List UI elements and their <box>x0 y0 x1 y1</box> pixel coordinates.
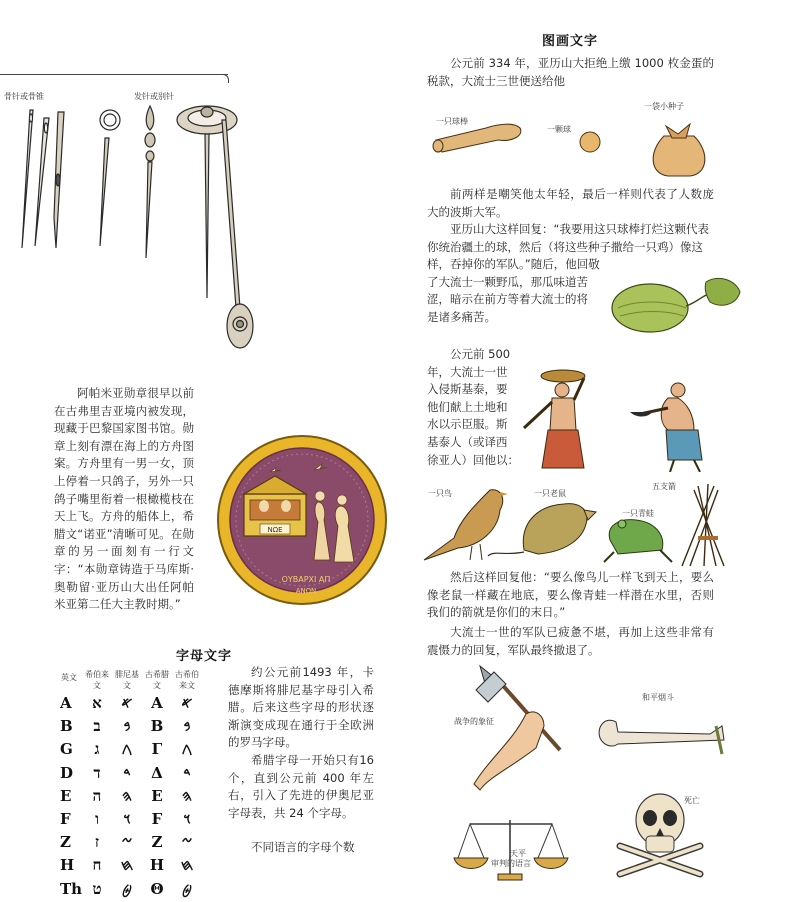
alphabet-cell: 𐤃 <box>123 763 131 782</box>
alphabet-cell: 𐤇 <box>120 856 134 875</box>
alphabet-cell: 𐤃 <box>183 763 191 782</box>
alphabet-cell: B <box>60 717 73 736</box>
label-club: 一只球棒 <box>436 117 468 126</box>
alphabet-cell: Α <box>151 694 163 712</box>
alphabet-cell: 𐤁 <box>183 717 191 736</box>
label-frog: 一只青蛙 <box>622 509 654 518</box>
col-header-english: 英文 <box>61 673 77 682</box>
alphabet-cell: F <box>60 810 71 828</box>
para-two: 前两样是嘲笑他太年轻，最后一样则代表了人数庞大的波斯大军。 <box>427 187 714 219</box>
club-ball-seeds-illustration <box>428 108 728 184</box>
alphabet-cell: Th <box>60 879 83 898</box>
medal-paragraph: 阿帕米亚勋章很早以前在古弗里吉亚境内被发现，现藏于巴黎国家图书馆。勋章上刻有漂在海上的方舟图案。方舟里有一男一女，顶上停着一只鸽子，另外一只鸽子嘴里衔着一根橄榄枝在天上飞。方舟的船体上，希腊文“诺亚”清晰可见。在勋章的另一面刻有一行文字：“本勋章铸造于马库斯·奥勒留·亚历山大出任阿帕米亚第二任大主教时期。” <box>54 386 194 612</box>
label-bone-needle: 骨针或骨锥 <box>4 92 44 101</box>
col-header-old-hebrew: 古希伯来文 <box>175 670 199 690</box>
alphabet-cell: ז <box>94 833 100 852</box>
symbols-illustration <box>440 660 740 892</box>
scythian-figures-illustration <box>518 368 733 472</box>
alphabet-cell: Δ <box>151 763 163 782</box>
label-judgment: 审判的语言 <box>491 859 531 868</box>
alphabet-cell: Η <box>149 856 165 875</box>
para-three: 亚历山大这样回复：“我要用这只球棒打烂这颗代表 你统治疆土的球，然后（将这些种子撒给一只鸡）像这 样，吞掉你的军队。”随后，他回敬 了大流士一颗野瓜，那瓜味道苦 涩，暗示在前方等着大流士的将 是诸多痛苦。 <box>427 222 709 324</box>
alphabet-cell: A <box>60 694 72 712</box>
alphabet-cell: א <box>92 694 102 712</box>
alphabet-cell: ט <box>92 879 102 898</box>
alphabet-cell: ב <box>93 717 101 736</box>
coin-bottom-text-2: ΑΝΩΝ <box>295 587 317 595</box>
alphabet-cell: Ζ <box>151 833 163 852</box>
alphabet-cell: Ϝ <box>151 810 163 828</box>
para-six: 大流士一世的军队已疲惫不堪，再加上这些非常有震慑力的回复，军队最终撤退了。 <box>427 625 714 657</box>
alphabet-cell: Θ <box>150 879 164 898</box>
picture-writing-title: 图画文字 <box>542 34 599 49</box>
label-war-symbol: 战争的象征 <box>454 717 494 726</box>
label-hairpin: 发针或别针 <box>134 92 174 101</box>
alphabet-title: 字母文字 <box>176 649 233 664</box>
alphabet-cell: H <box>60 856 75 875</box>
coin-bottom-text: ΟΥΒΑΡΧΙ ΑΠ <box>281 575 331 584</box>
alphabet-cell: 𐤆 <box>121 833 133 852</box>
label-death: 死亡 <box>684 796 700 805</box>
alphabet-cell: 𐤄 <box>121 786 133 805</box>
para-four: 公元前 500 年，大流士一世 入侵斯基泰，要 他们献上土地和 水以示臣服。斯 基泰人（或译西 徐亚人）回他以： <box>427 347 519 467</box>
label-peace-pipe: 和平烟斗 <box>642 693 674 702</box>
alphabet-cell: 𐤀 <box>181 694 193 712</box>
alphabet-cell: ג <box>94 740 100 759</box>
label-scale: 天平 <box>510 849 526 858</box>
alphabet-cell: ו <box>95 810 99 828</box>
alphabet-cell: Β <box>150 717 164 736</box>
label-arrows: 五支箭 <box>652 482 676 491</box>
alphabet-cell: 𐤂 <box>181 740 193 759</box>
top-rule-curl <box>222 74 229 83</box>
alphabet-cell: E <box>60 786 72 805</box>
para-five: 然后这样回复他：“要么像鸟儿一样飞到天上，要么像老鼠一样藏在地底，要么像青蛙一样潜在水里，否则我们的箭就是你们的末日。” <box>427 570 714 620</box>
ark-text: ΝΩΕ <box>267 526 283 534</box>
alphabet-cell: ד <box>93 763 101 782</box>
top-rule <box>0 74 228 75</box>
alphabet-cell: 𐤁 <box>123 717 131 736</box>
alphabet-cell: 𐤄 <box>181 786 193 805</box>
label-ball: 一颗球 <box>547 125 571 134</box>
alphabet-cell: 𐤈 <box>182 879 192 898</box>
needles-illustration <box>0 98 265 358</box>
alphabet-cell: 𐤇 <box>180 856 194 875</box>
alphabet-cell: G <box>60 740 73 759</box>
label-seeds: 一袋小种子 <box>644 102 684 111</box>
wild-melon-illustration <box>606 272 746 342</box>
bird-mouse-frog-arrows-illustration <box>414 480 734 570</box>
alphabet-cell: Ε <box>151 786 163 805</box>
alphabet-cell: Z <box>60 833 71 852</box>
label-mouse: 一只老鼠 <box>534 489 566 498</box>
alphabet-cell: 𐤂 <box>121 740 133 759</box>
alphabet-paragraphs: 约公元前1493 年，卡德摩斯将腓尼基字母引入希腊。后来这些字母的形状逐渐演变成现在通行于全欧洲的罗马字母。 希腊字母一开始只有16 个，直到公元前 400 年左右，引入了先进的伊奥尼亚字母表，共 24 个字母。 不同语言的字母个数 <box>228 665 374 855</box>
intro-paragraph: 公元前 334 年，亚历山大拒绝上缴 1000 枚金蛋的税款，大流士三世便送给他 <box>427 56 714 88</box>
alphabet-cell: 𐤀 <box>121 694 133 712</box>
col-header-hebrew: 希伯来文 <box>85 670 109 690</box>
apamea-medal-illustration <box>214 432 390 608</box>
alphabet-cell: Γ <box>151 740 163 759</box>
alphabet-cell: 𐤆 <box>181 833 193 852</box>
col-header-greek: 古希腊文 <box>145 670 169 690</box>
alphabet-cell: 𐤈 <box>122 879 132 898</box>
alphabet-cell: ח <box>92 856 102 875</box>
col-header-phoenician: 腓尼基文 <box>115 670 139 690</box>
alphabet-cell: 𐤅 <box>123 810 131 828</box>
alphabet-cell: 𐤅 <box>183 810 191 828</box>
alphabet-cell: D <box>60 763 74 782</box>
alphabet-cell: ה <box>92 786 102 805</box>
label-bird: 一只鸟 <box>428 489 452 498</box>
